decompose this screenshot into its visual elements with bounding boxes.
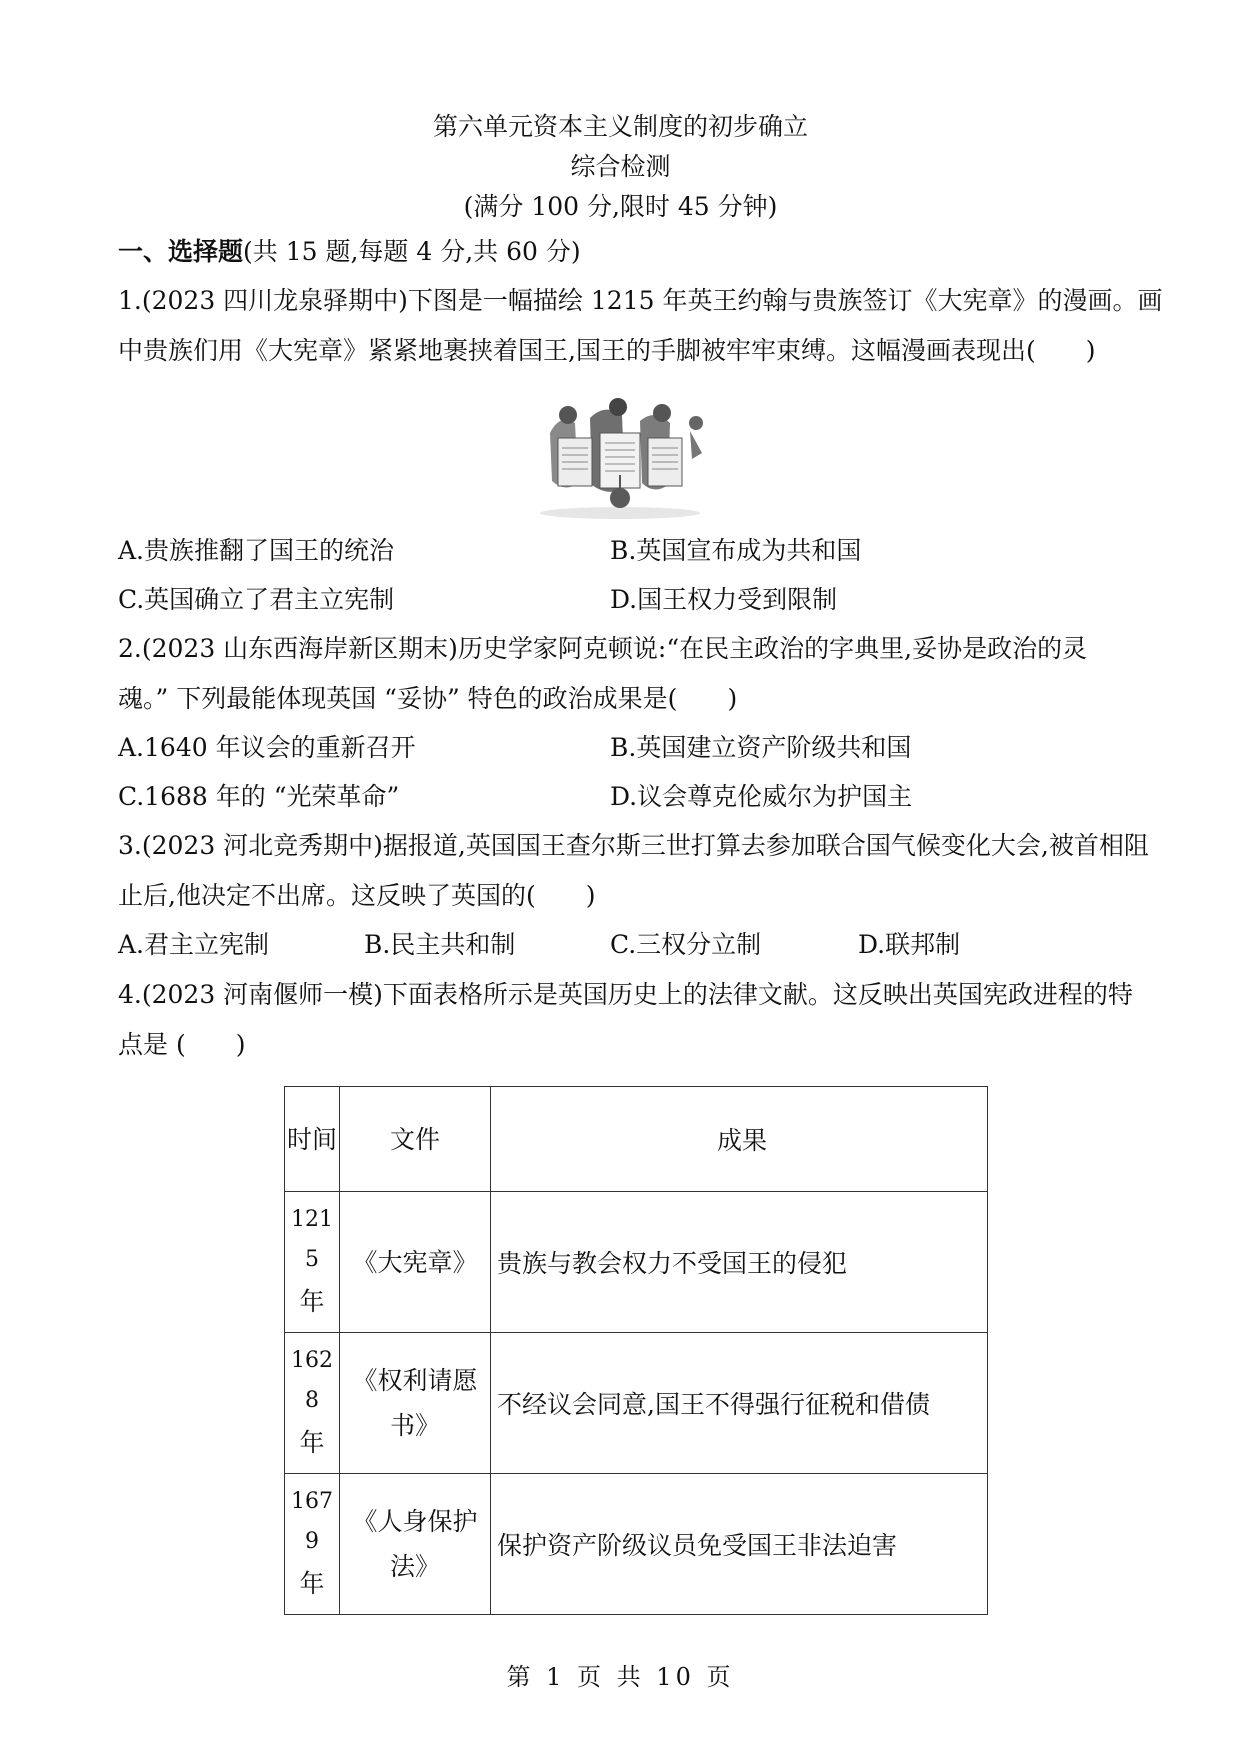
question-4-line-1: 4.(2023 河南偃师一模)下面表格所示是英国历史上的法律文献。这反映出英国宪政进程的特: [118, 980, 1133, 1009]
row-document: 《人身保护法》: [340, 1474, 491, 1615]
question-2-option-d: D.议会尊克伦威尔为护国主: [610, 782, 913, 811]
row-result: 贵族与教会权力不受国王的侵犯: [491, 1192, 988, 1333]
question-1-option-b: B.英国宣布成为共和国: [610, 536, 862, 565]
question-3-option-d: D.联邦制: [858, 930, 961, 959]
table-row: [285, 1192, 988, 1333]
question-3-line-1: 3.(2023 河北竞秀期中)据报道,英国国王查尔斯三世打算去参加联合国气候变化大会,被首相阻: [118, 831, 1149, 860]
exam-note: (满分 100 分,限时 45 分钟): [463, 192, 778, 221]
header-result: 成果: [491, 1087, 988, 1192]
question-1-option-a: A.贵族推翻了国王的统治: [118, 536, 395, 565]
row-document: 《权利请愿书》: [340, 1333, 491, 1474]
question-1-option-d: D.国王权力受到限制: [610, 585, 838, 614]
page-footer: 第 1 页 共 10 页: [506, 1663, 735, 1691]
question-2-option-c: C.1688 年的 “光荣革命”: [118, 782, 400, 811]
question-3-line-2: 止后,他决定不出席。这反映了英国的( ): [118, 881, 596, 910]
row-time: [285, 1192, 340, 1333]
row-year: 1628: [291, 1347, 333, 1413]
question-1-option-c: C.英国确立了君主立宪制: [118, 585, 395, 614]
row-time: [285, 1474, 340, 1615]
header-time: 时间: [285, 1087, 340, 1192]
law-documents-table: [284, 1086, 988, 1615]
row-year-unit: 年: [299, 1569, 325, 1599]
row-year: 1215: [291, 1206, 333, 1272]
question-3-option-c: C.三权分立制: [610, 930, 762, 959]
row-year-unit: 年: [299, 1287, 325, 1317]
table-row: [285, 1333, 988, 1474]
page-title: 第六单元资本主义制度的初步确立: [432, 112, 808, 141]
question-1-line-2: 中贵族们用《大宪章》紧紧地裹挟着国王,国王的手脚被牢牢束缚。这幅漫画表现出( ): [118, 336, 1096, 365]
row-result: 不经议会同意,国王不得强行征税和借债: [491, 1333, 988, 1474]
question-2-option-b: B.英国建立资产阶级共和国: [610, 733, 912, 762]
row-year-unit: 年: [299, 1428, 325, 1458]
question-2-line-2: 魂。” 下列最能体现英国 “妥协” 特色的政治成果是( ): [118, 684, 738, 713]
question-2-line-1: 2.(2023 山东西海岸新区期末)历史学家阿克顿说:“在民主政治的字典里,妥协是政治的灵: [118, 634, 1088, 663]
row-time: [285, 1333, 340, 1474]
row-year: 1679: [291, 1488, 333, 1554]
section-title: 一、选择题: [118, 237, 244, 266]
magna-carta-cartoon-illustration: [530, 393, 710, 523]
question-4-line-2: 点是 ( ): [118, 1030, 246, 1059]
header-document: 文件: [340, 1087, 491, 1192]
table-header-row: [285, 1087, 988, 1192]
section-heading: [118, 232, 581, 268]
page-subtitle: 综合检测: [570, 152, 671, 181]
table-row: [285, 1474, 988, 1615]
row-document: 《大宪章》: [340, 1192, 491, 1333]
question-3-option-a: A.君主立宪制: [118, 930, 270, 959]
question-2-option-a: A.1640 年议会的重新召开: [118, 733, 416, 762]
question-3-option-b: B.民主共和制: [364, 930, 516, 959]
row-result: 保护资产阶级议员免受国王非法迫害: [491, 1474, 988, 1615]
section-note: (共 15 题,每题 4 分,共 60 分): [243, 237, 581, 266]
question-1-line-1: 1.(2023 四川龙泉驿期中)下图是一幅描绘 1215 年英王约翰与贵族签订《大宪章》的漫画。画: [118, 286, 1163, 315]
